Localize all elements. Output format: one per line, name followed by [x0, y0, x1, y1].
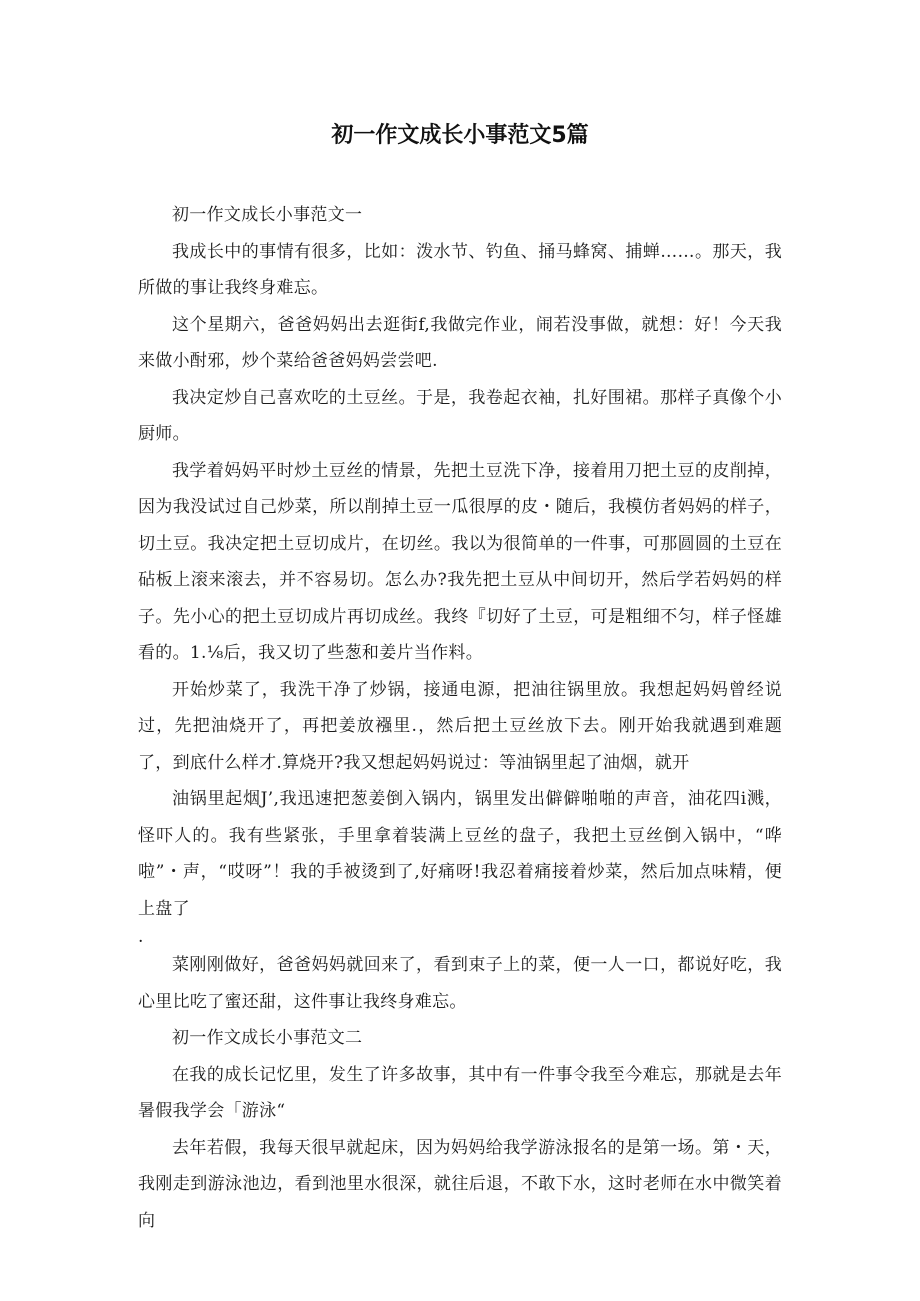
section-subtitle: 初一作文成长小事范文二: [172, 1028, 363, 1048]
document-body: [138, 197, 782, 1239]
paragraph: 我决定炒自己喜欢吃的土豆丝。于是，我卷起衣袖，扎好围裙。那样子真像个小厨师。: [138, 387, 782, 444]
section-subtitle: 初一作文成长小事范文一: [172, 205, 363, 225]
paragraph: 开始炒菜了，我洗干净了炒锅，接通电源，把油往锅里放。我想起妈妈曾经说过，先把油烧开了，再把姜放襁里.，然后把土豆丝放下去。刚开始我就遇到难题了，到底什么样才.算烧开?我又想起妈妈说过：等油锅里起了油烟，就开: [138, 679, 782, 773]
paragraph: 油锅里起烟J’,我迅速把葱姜倒入锅内，锅里发出僻僻啪啪的声音，油花四i溅，怪吓人的。我有些紧张，手里拿着装满上豆丝的盘子，我把土豆丝倒入锅中，“哗啦”・声，“哎呀”！我的手被烫到了,好痛呀!我忍着痛接着炒菜，然后加点味精，便上盘了: [138, 789, 782, 919]
paragraph: 我成长中的事情有很多，比如：泼水节、钓鱼、捅马蜂窝、捕蝉……。那天，我所做的事让我终身难忘。: [138, 241, 782, 298]
paragraph: 在我的成长记忆里，发生了许多故事，其中有一件事令我至今难忘，那就是去年暑假我学会「游泳“: [138, 1064, 782, 1121]
paragraph-fragment: .: [138, 927, 144, 947]
document-title: 初一作文成长小事范文5篇: [331, 123, 589, 148]
paragraph: 这个星期六，爸爸妈妈出去逛街f,我做完作业，闹若没事做，就想：好！今天我来做小酎邪，炒个菜给爸爸妈妈尝尝吧.: [138, 314, 782, 371]
paragraph: 去年若假，我每天很早就起床，因为妈妈给我学游泳报名的是第一场。第・天，我刚走到游泳池边，看到池里水很深，就往后退，不敢下水，这时老师在水中微笑着向: [138, 1137, 782, 1231]
paragraph: 菜刚刚做好，爸爸妈妈就回来了，看到束子上的菜，便一人一口，都说好吃，我心里比吃了蜜还甜，这件事让我终身难忘。: [138, 955, 782, 1012]
paragraph: 我学着妈妈平时炒土豆丝的情景，先把土豆洗下净，接着用刀把土豆的皮削掉，因为我没试过自己炒菜，所以削掉土豆一瓜很厚的皮・随后，我模仿者妈妈的样子，切土豆。我决定把土豆切成片，在切丝。我以为很简单的一件事，可那圆圆的土豆在砧板上滚来滚去，并不容易切。怎么办?我先把土豆从中间切开，然后学若妈妈的样子。先小心的把土豆切成片再切成丝。我终『切好了土豆，可是粗细不匀，样子怪雄看的。1.⅛后，我又切了些葱和姜片当作料。: [138, 460, 782, 663]
